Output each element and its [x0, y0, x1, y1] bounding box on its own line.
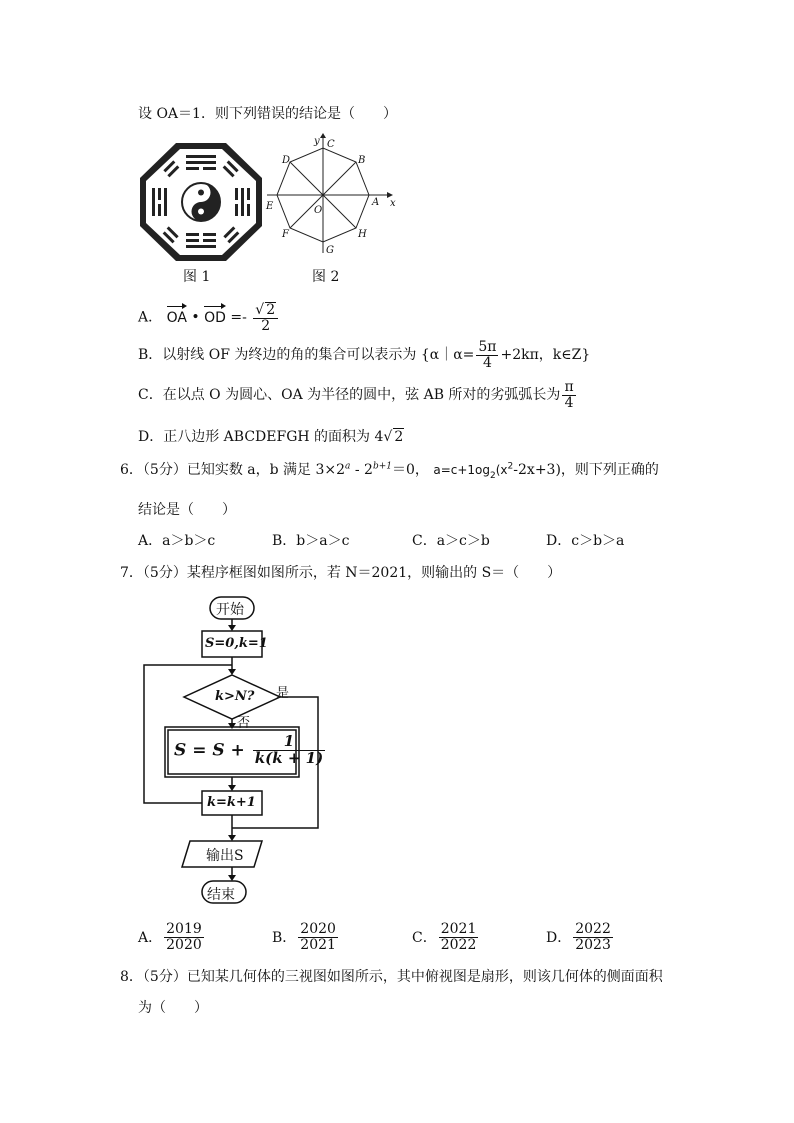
q6-stem-line1: [120, 459, 659, 481]
exponent-a: a: [345, 461, 351, 472]
option-label: A．: [138, 309, 163, 326]
label-F: F: [282, 229, 289, 240]
q6-stem-line2: 结论是（ ）: [138, 502, 236, 518]
option-label: B．: [272, 930, 297, 947]
option-label: C．: [412, 930, 437, 947]
q7-option-d: [546, 922, 615, 952]
option-label: D．: [546, 930, 572, 947]
q8-stem-line1: 8．（5分）已知某几何体的三视图如图所示，其中俯视图是扇形，则该几何体的侧面面积: [120, 969, 663, 985]
flow-end-label: 结束: [207, 887, 235, 903]
fig1-caption: 图 1: [183, 269, 211, 285]
denominator: k(k + 1): [254, 748, 324, 767]
octagon-axes-figure: [262, 133, 402, 259]
radicand: 2: [394, 429, 404, 445]
option-b-text: B．以射线 OF 为终边的角的集合可以表示为 {α｜α=: [138, 347, 475, 364]
label-D: D: [282, 155, 291, 166]
vector-od: OD: [204, 309, 226, 326]
q8-stem-line2: 为（ ）: [138, 1000, 208, 1016]
flow-condition-label: k>N?: [215, 689, 255, 704]
flow-init-label: S=0,k=1: [205, 636, 268, 651]
option-fraction: [573, 922, 613, 952]
denominator: 4: [482, 354, 492, 371]
label-H: H: [358, 229, 367, 240]
bagua-figure: [140, 143, 262, 261]
flow-body-label: [174, 734, 327, 767]
option-b-tail: +2kπ，k∈Z}: [500, 347, 591, 364]
option-d-text: D．正八边形 ABCDEFGH 的面积为 4: [138, 429, 384, 445]
q7-option-c: [412, 922, 480, 952]
q6-option-d: D．c＞b＞a: [546, 533, 625, 549]
flow-no-label: 否: [237, 716, 251, 731]
vector-oa: OA: [166, 309, 187, 326]
label-y: y: [314, 136, 320, 147]
label-O: O: [314, 205, 323, 216]
option-label: A．: [138, 930, 163, 947]
q5-option-a: [138, 302, 280, 333]
numerator: π: [564, 379, 574, 395]
q6-text: 6．（5分）已知实数 a，b 满足 3×2: [120, 462, 346, 478]
label-A: A: [372, 197, 380, 208]
label-B: B: [358, 155, 366, 166]
numerator: 2022: [575, 921, 611, 937]
exponent-b: b+1: [372, 461, 392, 472]
flow-output-label: 输出S: [206, 848, 244, 864]
q6-option-c: C．a＞c＞b: [412, 533, 490, 549]
numerator: 2021: [440, 921, 477, 937]
numerator: 2020: [300, 921, 336, 937]
q5-option-b: [138, 340, 590, 370]
numerator: 5π: [478, 339, 497, 355]
numerator: 1: [253, 734, 325, 751]
label-x: x: [390, 198, 396, 209]
q6-text2: ＝0，: [391, 462, 429, 478]
denominator: 2023: [575, 936, 611, 953]
q6-option-a: A．a＞b＞c: [138, 533, 216, 549]
flow-start-label: 开始: [216, 602, 244, 618]
q6-equation2: (x: [495, 463, 508, 477]
equals-minus: =-: [230, 309, 247, 326]
denominator: 2: [261, 317, 271, 334]
fraction-pi-over-4: [562, 380, 575, 410]
option-fraction: [164, 922, 204, 952]
label-E: E: [266, 201, 274, 212]
flow-yes-label: 是: [276, 686, 290, 701]
log-base: 2: [490, 470, 496, 481]
fraction-5pi-over-4: [476, 340, 498, 370]
body-fraction: [253, 734, 325, 767]
q7-option-a: [138, 922, 206, 952]
yin-yang-icon: [182, 183, 220, 221]
q7-option-b: [272, 922, 340, 952]
label-G: G: [326, 245, 334, 256]
dot-operator: •: [191, 309, 200, 326]
q6-equation: a=c+1og: [433, 463, 491, 477]
q6-text3: -2x+3)，则下列正确的: [513, 462, 659, 478]
q5-stem: 设 OA＝1．则下列错误的结论是（ ）: [138, 106, 397, 122]
flow-increment-label: k=k+1: [207, 795, 256, 810]
option-fraction: [439, 922, 479, 952]
denominator: 2021: [300, 936, 336, 953]
fig2-caption: 图 2: [312, 269, 340, 285]
option-c-text: C．在以点 O 为圆心、OA 为半径的圆中，弦 AB 所对的劣弧弧长为: [138, 387, 561, 404]
label-C: C: [327, 139, 335, 150]
denominator: 2020: [166, 936, 202, 953]
body-expression: S = S +: [174, 740, 245, 761]
q7-stem: 7．（5分）某程序框图如图所示，若 N＝2021，则输出的 S＝（ ）: [120, 565, 562, 581]
fraction-root2-over-2: $\frac{√ 2}{2}$: [253, 302, 278, 333]
q5-option-c: [138, 380, 578, 410]
q6-option-b: B．b＞a＞c: [272, 533, 350, 549]
square-exponent: 2: [507, 461, 514, 472]
q5-option-d: D．正八边形 ABCDEFGH 的面积为 4√ 2: [138, 429, 404, 445]
q6-minus: - 2: [350, 462, 373, 478]
option-fraction: [298, 922, 338, 952]
radicand: 2: [266, 302, 276, 318]
denominator: 2022: [440, 936, 477, 953]
denominator: 4: [564, 394, 574, 411]
numerator: 2019: [166, 921, 202, 937]
